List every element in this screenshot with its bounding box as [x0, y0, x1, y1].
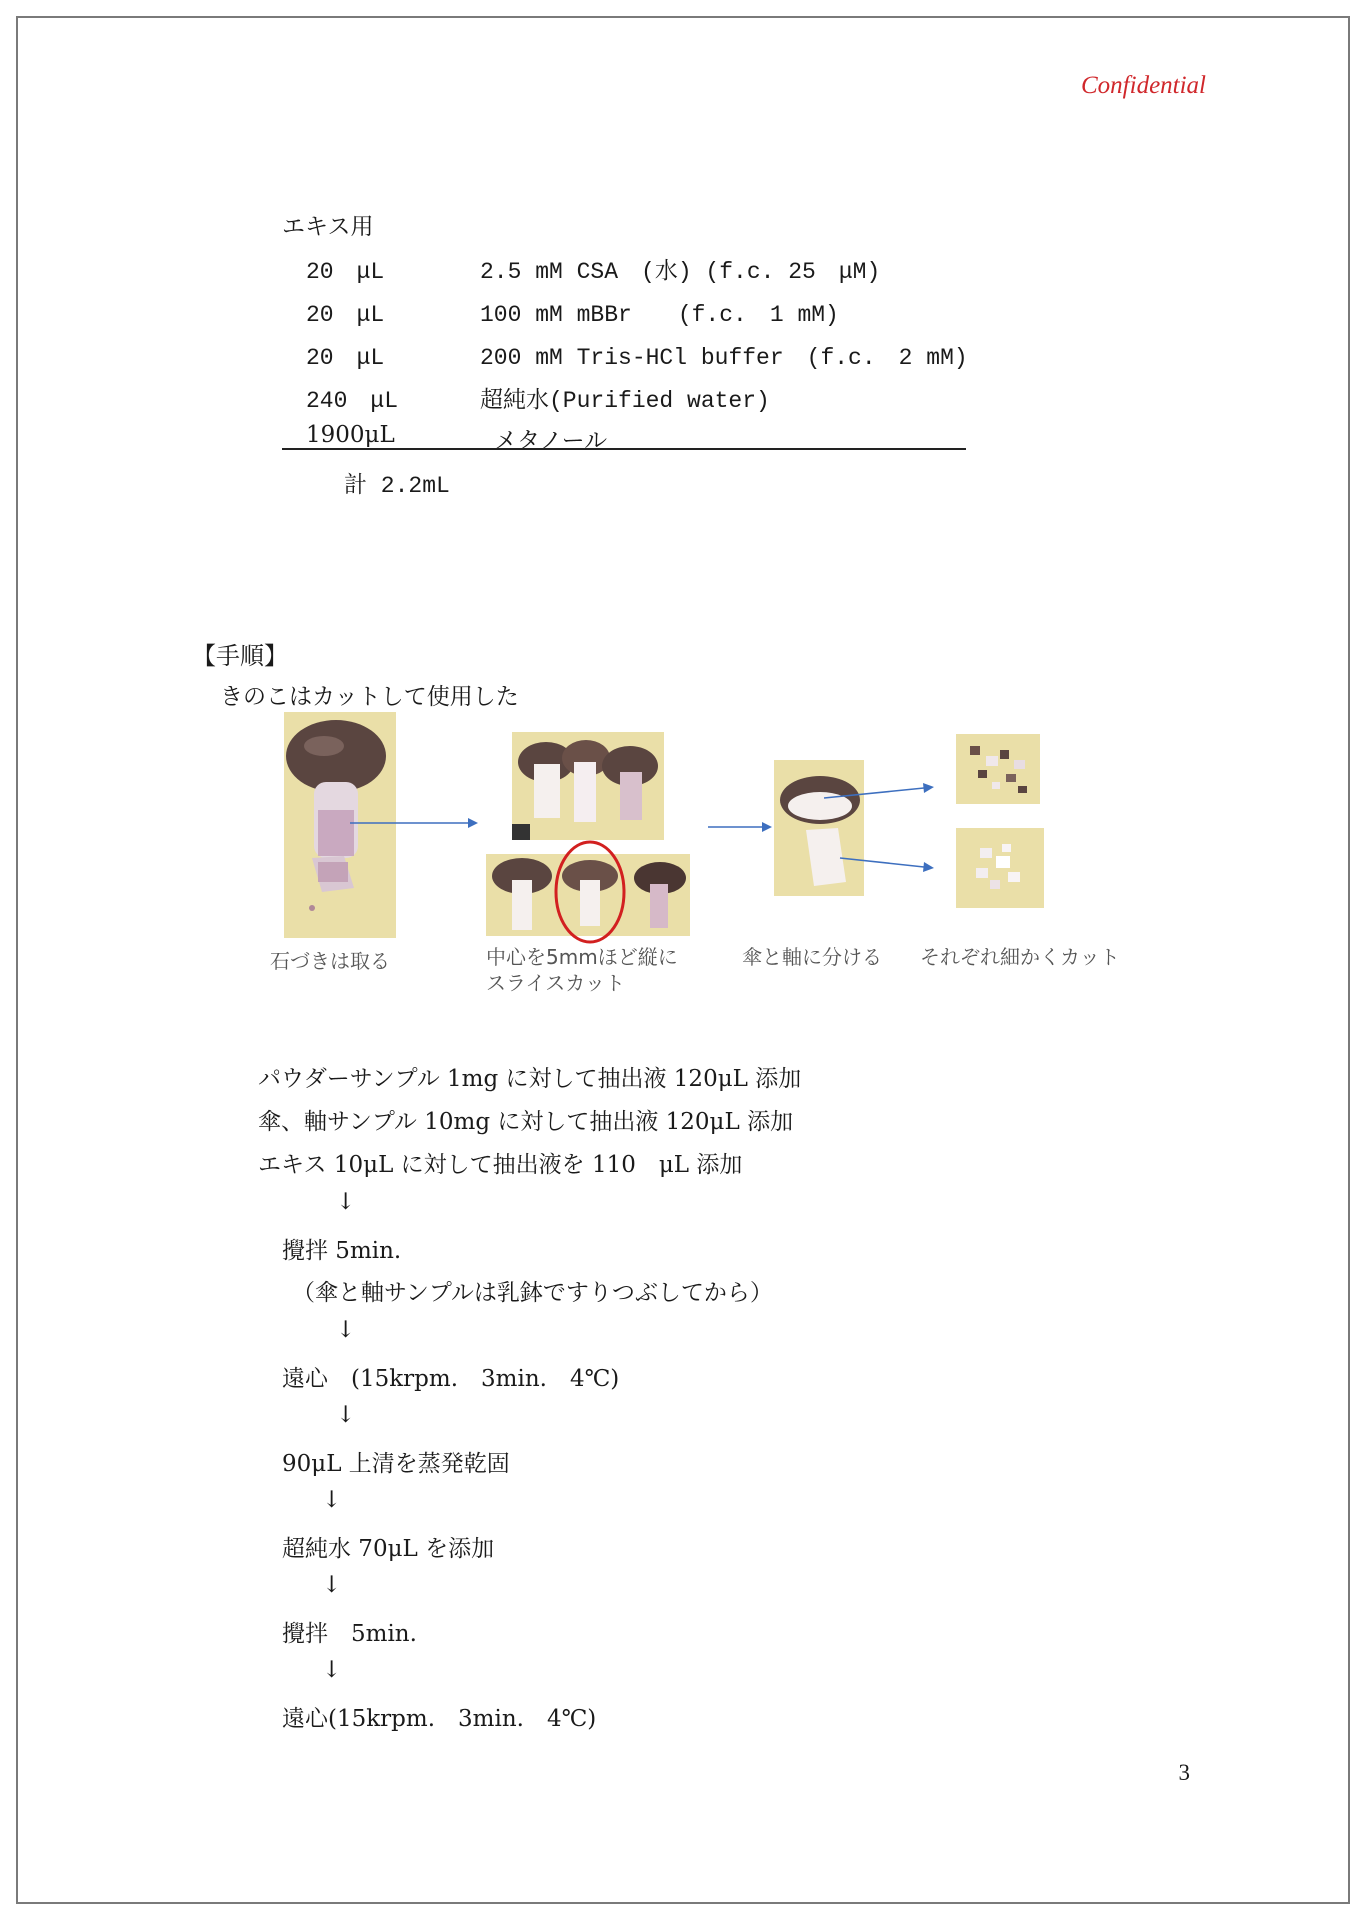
- chopped-cap-photo: [956, 734, 1040, 804]
- extract-row-2-volume: 20 μL: [306, 302, 385, 328]
- flow-step-centrifuge-2: 遠心(15krpm. 3min. 4℃): [282, 1706, 597, 1732]
- flow-step-stir-2: 攪拌 5min.: [282, 1621, 417, 1647]
- extract-sample-line: エキス 10μL に対して抽出液を 110 μL 添加: [258, 1152, 743, 1178]
- flow-arrow-icon: ↓: [336, 1317, 356, 1343]
- caption-slice-line1: 中心を5mmほど縦に: [486, 945, 678, 969]
- flow-arrow-icon: ↓: [336, 1189, 356, 1215]
- extract-row-5-description: メタノール: [494, 428, 608, 454]
- caption-remove-base: 石づきは取る: [270, 949, 390, 973]
- caption-chop-fine: それぞれ細かくカット: [920, 945, 1120, 969]
- sliced-mushrooms-photo: [512, 732, 664, 840]
- table-total-rule: [282, 448, 966, 450]
- flow-step-stir-note: （傘と軸サンプルは乳鉢ですりつぶしてから）: [292, 1280, 773, 1306]
- flow-arrow-icon: ↓: [322, 1657, 342, 1683]
- procedure-intro: きのこはカットして使用した: [220, 684, 519, 710]
- chopped-stem-photo: [956, 828, 1044, 908]
- arrow-right-icon: [708, 819, 774, 835]
- arrow-right-icon: [350, 815, 480, 831]
- flow-arrow-icon: ↓: [322, 1572, 342, 1598]
- extract-row-3-description: 200 mM Tris-HCl buffer (f.c. 2 mM): [480, 345, 968, 371]
- flow-step-add-water: 超純水 70μL を添加: [282, 1536, 495, 1562]
- extract-row-3-volume: 20 μL: [306, 345, 385, 371]
- caption-slice-line2: スライスカット: [486, 971, 625, 995]
- extract-row-2-description: 100 mM mBBr (f.c. 1 mM): [480, 302, 839, 328]
- extract-row-1-volume: 20 μL: [306, 259, 385, 285]
- cap-stem-sample-line: 傘、軸サンプル 10mg に対して抽出液 120μL 添加: [258, 1109, 794, 1135]
- extract-heading: エキス用: [282, 214, 374, 240]
- flow-arrow-icon: ↓: [322, 1487, 342, 1513]
- flow-step-evaporate: 90μL 上清を蒸発乾固: [282, 1451, 510, 1477]
- caption-split-cap-stem: 傘と軸に分ける: [742, 945, 882, 969]
- extract-row-4-volume: 240 μL: [306, 388, 399, 414]
- powder-sample-line: パウダーサンプル 1mg に対して抽出液 120μL 添加: [258, 1066, 802, 1092]
- procedure-heading: 【手順】: [192, 642, 288, 670]
- flow-arrow-icon: ↓: [336, 1402, 356, 1428]
- selected-slice-highlight: [552, 840, 632, 948]
- extract-total: 計 2.2mL: [344, 473, 450, 499]
- extract-row-5-volume: 1900μL: [306, 422, 395, 448]
- extract-row-1-description: 2.5 mM CSA (水) (f.c. 25 μM): [480, 259, 881, 285]
- flow-step-stir-1: 攪拌 5min.: [282, 1238, 402, 1264]
- page-number: 3: [1178, 1760, 1190, 1785]
- split-arrows-icon: [824, 778, 938, 878]
- flow-step-centrifuge-1: 遠心 (15krpm. 3min. 4℃): [282, 1366, 620, 1392]
- extract-row-4-description: 超純水(Purified water): [480, 388, 770, 414]
- confidential-label: Confidential: [1081, 72, 1206, 99]
